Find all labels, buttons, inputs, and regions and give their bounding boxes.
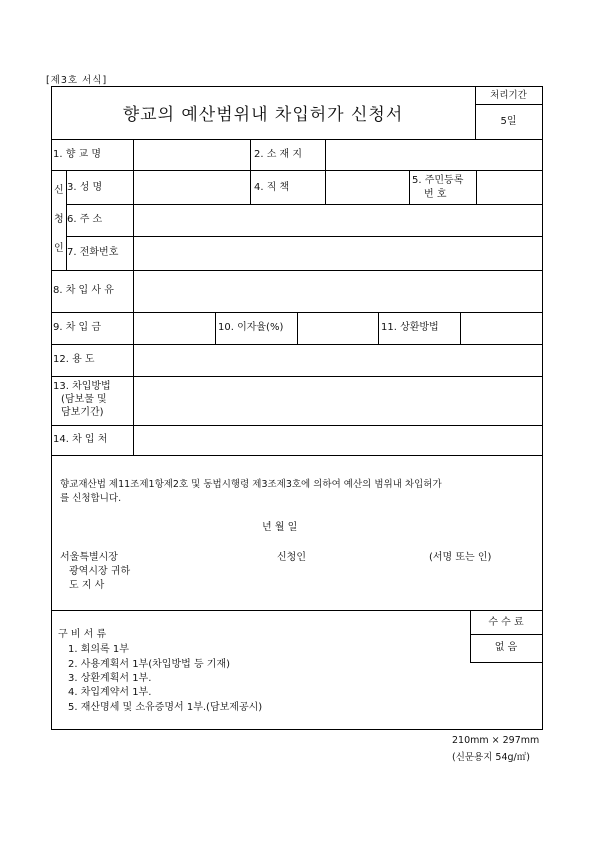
row8-divider xyxy=(133,270,134,312)
row9-divider-d xyxy=(378,312,379,344)
row13-divider xyxy=(133,376,134,425)
attachment-item-3: 3. 상환계획서 1부. xyxy=(68,673,152,684)
fee-label: 수 수 료 xyxy=(488,617,524,628)
row3-divider-a xyxy=(133,170,134,270)
phone-label: 7. 전화번호 xyxy=(67,247,119,258)
attachment-item-2: 2. 사용계획서 1부(차입방법 등 기재) xyxy=(68,659,231,670)
applicant-group-char-1: 신 xyxy=(54,185,64,196)
applicant-group-char-2: 청 xyxy=(54,214,64,225)
row1-divider-c xyxy=(325,139,326,170)
attachment-item-5: 5. 재산명세 및 소유증명서 1부.(담보제공시) xyxy=(68,702,263,713)
row9-divider-e xyxy=(460,312,461,344)
row12-divider xyxy=(133,344,134,376)
row9-divider-a xyxy=(133,312,134,344)
row9-divider-b xyxy=(215,312,216,344)
row14-bottom xyxy=(52,455,542,456)
row13-bottom xyxy=(52,425,542,426)
position-label: 4. 직 책 xyxy=(254,182,290,193)
declaration-line1: 향교재산법 제11조제1항제2호 및 동법시행령 제3조제3호에 의하여 예산의 범위내 차입허가 xyxy=(60,479,442,490)
row3-divider-d xyxy=(409,170,410,204)
row3-divider-b xyxy=(250,170,251,204)
resident-no-label-line1: 5. 주민등록 xyxy=(412,175,464,186)
fee-box-bottom xyxy=(470,662,542,663)
form-title: 향교의 예산범위내 차입허가 신청서 xyxy=(122,105,404,125)
paper-type: (신문용지 54g/㎡) xyxy=(452,752,530,763)
row3-bottom xyxy=(66,204,542,205)
form-number-label: [제3호 서식] xyxy=(46,75,108,86)
method-label-line1: 13. 차입방법 xyxy=(53,381,111,392)
school-name-label: 1. 향 교 명 xyxy=(53,149,102,160)
lender-label: 14. 차 입 처 xyxy=(53,434,108,445)
paper-size: 210mm × 297mm xyxy=(452,735,540,746)
row9-divider-c xyxy=(297,312,298,344)
row1-divider-a xyxy=(133,139,134,170)
repayment-label: 11. 상환방법 xyxy=(381,322,439,333)
row14-divider xyxy=(133,425,134,455)
declaration-line2: 를 신청합니다. xyxy=(60,493,122,504)
recipient-seoul: 서울특별시장 xyxy=(60,552,118,563)
reason-label: 8. 차 입 사 유 xyxy=(53,285,114,296)
location-label: 2. 소 재 지 xyxy=(254,149,303,160)
processing-divider xyxy=(475,104,542,105)
name-label: 3. 성 명 xyxy=(67,182,103,193)
attachment-item-4: 4. 차입계약서 1부. xyxy=(68,687,152,698)
applicant-group-char-3: 인 xyxy=(54,243,64,254)
row12-bottom xyxy=(52,376,542,377)
application-date: 년 월 일 xyxy=(262,522,298,533)
resident-no-label-line2: 번 호 xyxy=(424,189,447,200)
title-row-bottom xyxy=(52,139,542,140)
amount-label: 9. 차 입 금 xyxy=(53,322,102,333)
processing-period-value: 5일 xyxy=(500,116,517,127)
applicant-signature-label: 신청인 xyxy=(277,552,306,563)
attachment-item-1: 1. 회의록 1부 xyxy=(68,644,129,655)
row6-bottom xyxy=(66,236,542,237)
method-label-line2: (담보물 및 xyxy=(61,394,107,405)
fee-divider-horizontal xyxy=(470,634,542,635)
address-label: 6. 주 소 xyxy=(67,214,103,225)
row9-bottom xyxy=(52,344,542,345)
row1-bottom xyxy=(52,170,542,171)
method-label-line3: 담보기간) xyxy=(61,407,104,418)
interest-label: 10. 이자율(%) xyxy=(218,322,284,333)
signature-or-seal: (서명 또는 인) xyxy=(429,552,492,563)
attachments-header: 구 비 서 류 xyxy=(58,629,107,640)
row3-divider-e xyxy=(476,170,477,204)
fee-value: 없 음 xyxy=(494,642,518,653)
recipient-province: 도 지 사 xyxy=(69,580,105,591)
usage-label: 12. 용 도 xyxy=(53,354,95,365)
row7-bottom xyxy=(52,270,542,271)
processing-period-label: 처리기간 xyxy=(490,90,527,101)
declaration-bottom xyxy=(52,610,542,611)
row3-divider-c xyxy=(325,170,326,204)
recipient-metro: 광역시장 귀하 xyxy=(69,566,131,577)
row1-divider-b xyxy=(250,139,251,170)
